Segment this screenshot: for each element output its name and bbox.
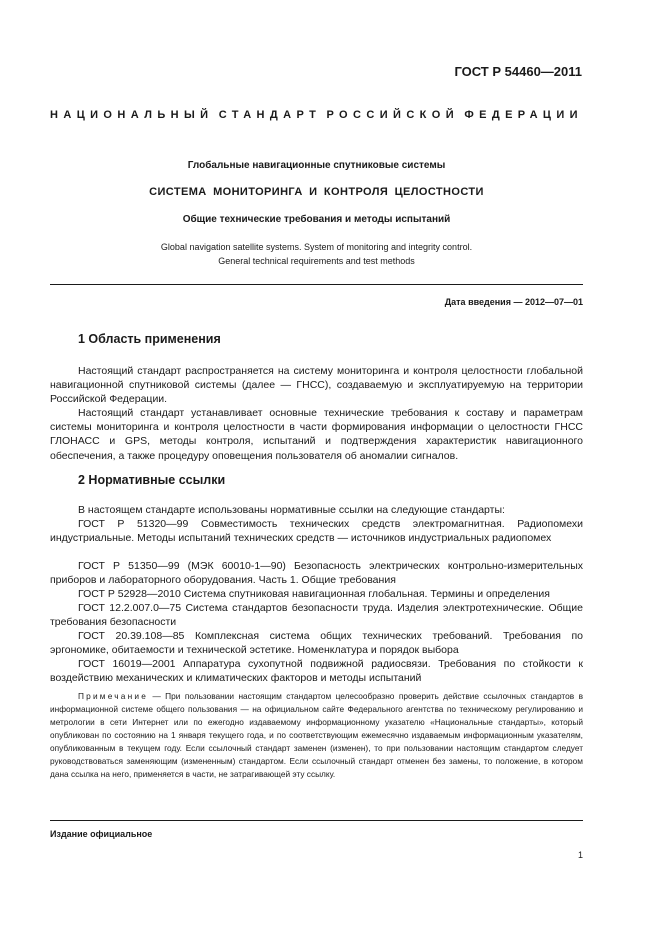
note xyxy=(50,690,583,781)
section-2-intro: В настоящем стандарте использованы нормативные ссылки на следующие стандарты: xyxy=(78,504,505,516)
introduction-date: Дата введения — 2012—07—01 xyxy=(444,297,583,307)
title-line-3: Общие технические требования и методы испытаний xyxy=(182,214,451,225)
normative-reference: ГОСТ 12.2.007.0—75 Система стандартов безопасности труда. Изделия электротехнические. Общие требования безопасности xyxy=(50,602,583,629)
document-number: ГОСТ Р 54460—2011 xyxy=(454,64,582,79)
normative-reference: ГОСТ Р 52928—2010 Система спутниковая навигационная глобальная. Термины и определения xyxy=(78,588,550,600)
national-standard-banner xyxy=(50,109,583,121)
section-1-heading: 1 Область применения xyxy=(78,332,221,346)
banner-word: НАЦИОНАЛЬНЫЙ xyxy=(50,109,214,121)
title-line-1: Глобальные навигационные спутниковые системы xyxy=(187,160,446,171)
banner-word: РОССИЙСКОЙ xyxy=(326,109,460,121)
section-1-paragraph: Настоящий стандарт распространяется на систему мониторинга и контроля целостности глобальной навигационной спутниковой системы (далее — ГНСС), создаваемую и эксплуатируемую на территории Российской Федерации. xyxy=(50,365,583,406)
title-english-2: General technical requirements and test methods xyxy=(218,256,415,266)
official-edition-label: Издание официальное xyxy=(50,829,153,839)
section-2-heading: 2 Нормативные ссылки xyxy=(78,473,226,487)
top-rule xyxy=(50,284,583,285)
page-number: 1 xyxy=(578,850,584,860)
normative-reference: ГОСТ Р 51320—99 Совместимость технических средств электромагнитная. Радиопомехи индустриальные. Методы испытаний технических средств — источников индустриальных радиопомех xyxy=(50,518,583,545)
title-main: СИСТЕМА МОНИТОРИНГА И КОНТРОЛЯ ЦЕЛОСТНОСТИ xyxy=(149,186,484,198)
bottom-rule xyxy=(50,820,583,821)
banner-word: ФЕДЕРАЦИИ xyxy=(464,109,583,121)
note-text: — При пользовании настоящим стандартом целесообразно проверить действие ссылочных стандартов в информационной системе общего пользования — на официальном сайте Федерального агентства по техническому регулированию и метрологии в сети Интернет или по ежегодно издаваемому информационному указателю «Национальные стандарты», который опубликован по состоянию на 1 января текущего года, и по соответствующим ежемесячно издаваемым информационным указателям, опубликованным в текущем году. Если ссылочный стандарт заменен (изменен), то при пользовании настоящим стандартом следует руководствоваться заменяющим (измененным) стандартом. Если ссылочный стандарт отменен без замены, то положение, в котором дана ссылка на него, применяется в части, не затрагивающей эту ссылку. xyxy=(50,691,583,779)
banner-word: СТАНДАРТ xyxy=(218,109,322,121)
section-1-paragraph: Настоящий стандарт устанавливает основные технические требования к составу и параметрам системы мониторинга и контроля целостности в части формирования информации о целостности ГНСС ГЛОНАСС и GPS, методы контроля, испытаний и подтверждения характеристик навигационного обеспечения, а также процедуру оповещения пользователя об аномалии сигналов. xyxy=(50,407,583,462)
note-label: Примечание xyxy=(78,691,149,701)
normative-reference: ГОСТ 16019—2001 Аппаратура сухопутной подвижной радиосвязи. Требования по стойкости к воздействию механических и климатических факторов и методы испытаний xyxy=(50,658,583,685)
title-english-1: Global navigation satellite systems. System of monitoring and integrity control. xyxy=(160,242,473,252)
normative-reference: ГОСТ 20.39.108—85 Комплексная система общих технических требований. Требования по эргономике, обитаемости и технической эстетике. Номенклатура и порядок выбора xyxy=(50,630,583,657)
normative-reference: ГОСТ Р 51350—99 (МЭК 60010-1—90) Безопасность электрических контрольно-измерительных приборов и лабораторного оборудования. Часть 1. Общие требования xyxy=(50,560,583,587)
